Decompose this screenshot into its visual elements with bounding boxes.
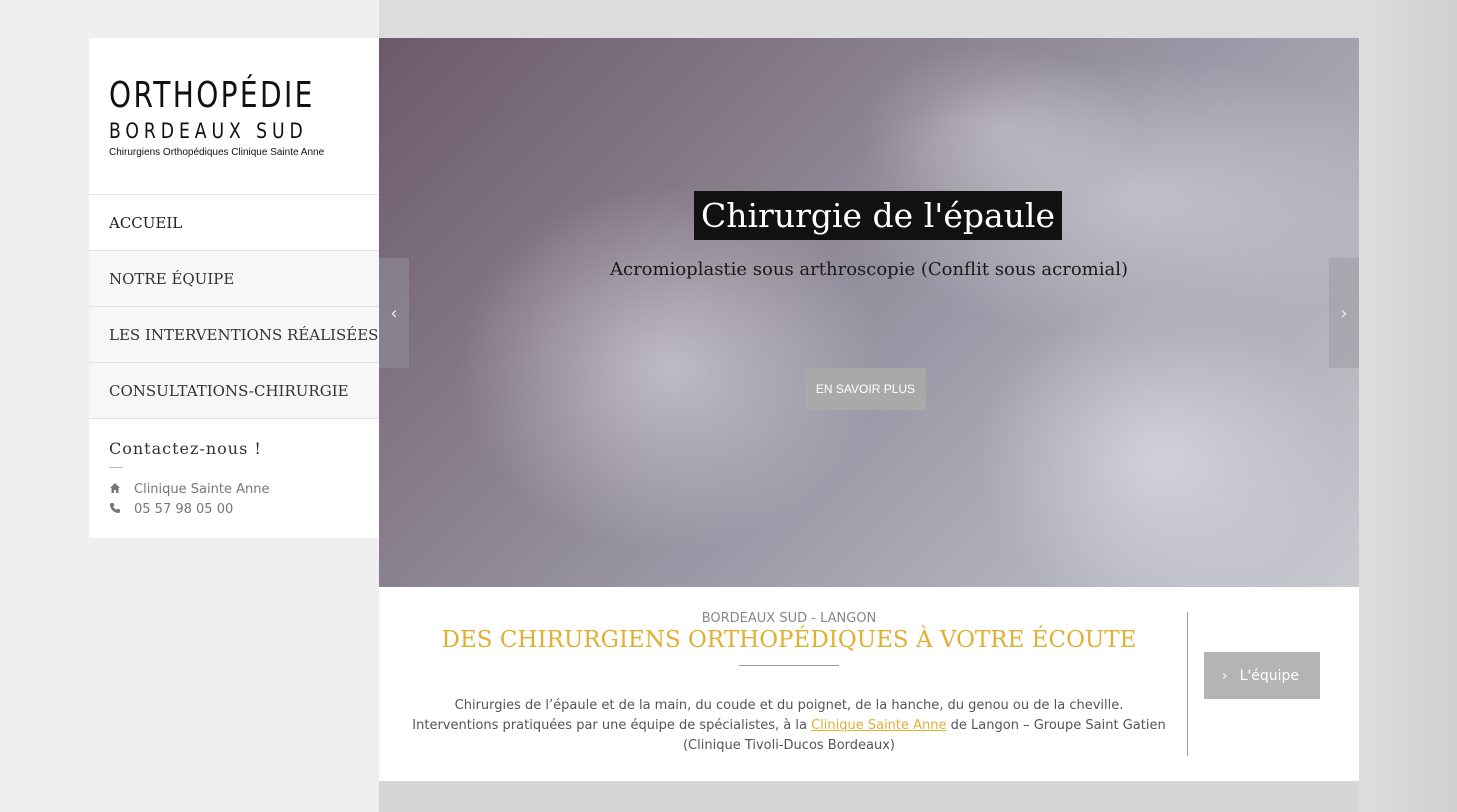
intro-text bbox=[379, 696, 1199, 756]
contact-title: Contactez-nous ! bbox=[109, 439, 262, 458]
phone-icon bbox=[109, 502, 134, 517]
page-background-edge bbox=[1359, 0, 1457, 812]
hero-title: Chirurgie de l'épaule bbox=[694, 191, 1062, 240]
chevron-right-icon: › bbox=[1222, 667, 1228, 684]
intro-line-3: (Clinique Tivoli-Ducos Bordeaux) bbox=[682, 738, 896, 753]
logo-tagline: Chirurgiens Orthopédiques Clinique Sainte Anne bbox=[109, 147, 325, 158]
nav-item-interventions[interactable]: LES INTERVENTIONS RÉALISÉES bbox=[89, 307, 379, 363]
intro-line-2 bbox=[379, 716, 1199, 736]
learn-more-button[interactable]: EN SAVOIR PLUS bbox=[805, 368, 926, 410]
logo-subtitle: BORDEAUX SUD bbox=[109, 119, 308, 143]
home-icon bbox=[109, 482, 134, 497]
intro-line-1: Chirurgies de l’épaule et de la main, du coude et du poignet, de la hanche, du genou ou de la cheville. bbox=[454, 698, 1124, 713]
chevron-left-icon: ‹ bbox=[390, 302, 398, 324]
slider-prev-button[interactable] bbox=[379, 258, 409, 368]
contact-phone[interactable] bbox=[109, 499, 359, 519]
intro-kicker: BORDEAUX SUD - LANGON bbox=[701, 611, 877, 626]
vertical-divider bbox=[1187, 612, 1188, 756]
nav-item-equipe[interactable]: NOTRE ÉQUIPE bbox=[89, 251, 379, 307]
intro-line-2-start: Interventions pratiquées par une équipe de spécialistes, à la bbox=[412, 718, 812, 733]
footer-strip bbox=[379, 781, 1359, 812]
intro-line-2-end: de Langon – Groupe Saint Gatien bbox=[946, 718, 1166, 733]
nav-item-consultations[interactable]: CONSULTATIONS-CHIRURGIE bbox=[89, 363, 379, 419]
contact-phone-text: 05 57 98 05 00 bbox=[134, 501, 234, 517]
sidebar bbox=[89, 38, 379, 538]
intro-divider bbox=[739, 665, 839, 666]
main-nav bbox=[89, 195, 379, 419]
team-button-label: L'équipe bbox=[1239, 667, 1300, 684]
intro-title: DES CHIRURGIENS ORTHOPÉDIQUES À VOTRE ÉCOUTE bbox=[441, 627, 1137, 653]
hero-slider bbox=[379, 38, 1359, 587]
hero-subtitle: Acromioplastie sous arthroscopie (Conflit sous acromial) bbox=[610, 259, 1128, 280]
slider-next-button[interactable] bbox=[1329, 258, 1359, 368]
site-logo[interactable] bbox=[89, 38, 379, 195]
contact-divider bbox=[109, 467, 123, 468]
clinique-sainte-anne-link[interactable]: Clinique Sainte Anne bbox=[811, 718, 947, 733]
contact-address bbox=[109, 479, 359, 499]
chevron-right-icon: › bbox=[1340, 302, 1348, 324]
contact-widget bbox=[89, 419, 379, 519]
intro-section bbox=[379, 587, 1359, 781]
team-button[interactable] bbox=[1204, 652, 1320, 699]
contact-address-text: Clinique Sainte Anne bbox=[134, 481, 270, 497]
logo-title: ORTHOPÉDIE bbox=[109, 75, 315, 116]
nav-item-accueil[interactable]: ACCUEIL bbox=[89, 195, 379, 251]
